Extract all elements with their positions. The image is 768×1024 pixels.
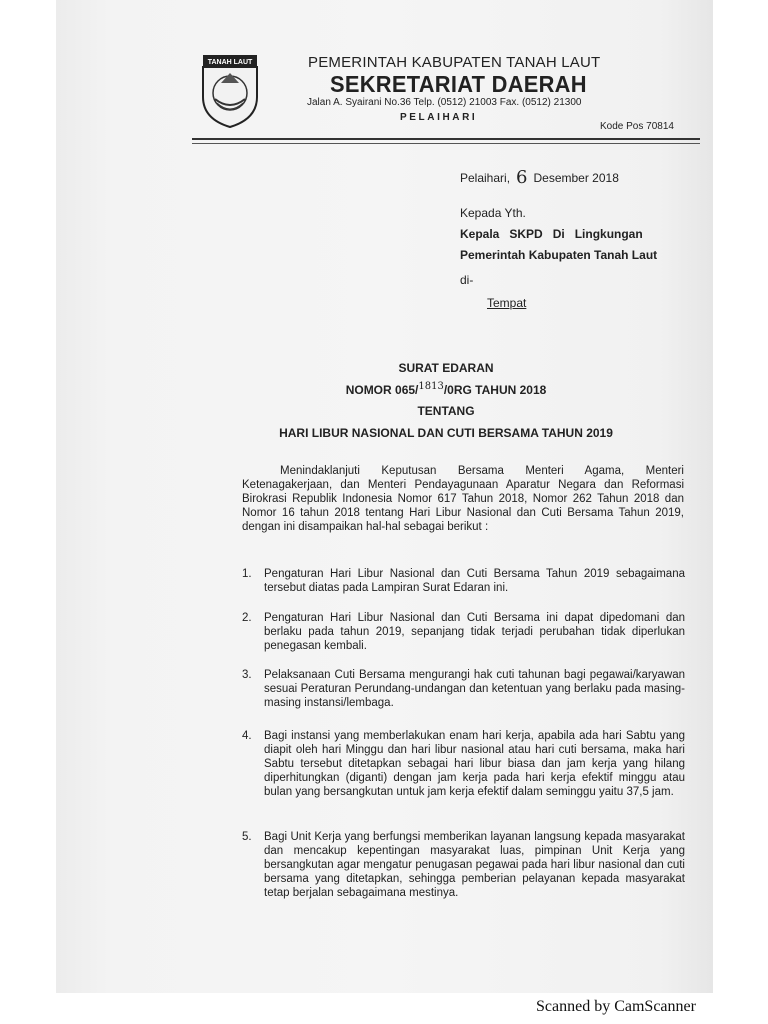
government-name: PEMERINTAH KABUPATEN TANAH LAUT	[308, 54, 601, 71]
office-address: Jalan A. Syairani No.36 Telp. (0512) 21003 Fax. (0512) 21300	[307, 97, 582, 108]
postal-code: Kode Pos 70814	[600, 121, 674, 132]
number-handwritten: 1813	[418, 381, 444, 392]
list-item-text: Pengaturan Hari Libur Nasional dan Cuti Bersama ini dapat dipedomani dan berlaku pada tahun 2019, sepanjang tidak terjadi perubahan tidak diperlukan penegasan kembali.	[264, 612, 685, 652]
recipient-greeting: Kepada Yth.	[460, 206, 526, 220]
list-item-number: 5.	[242, 831, 252, 843]
list-item-text: Bagi instansi yang memberlakukan enam hari kerja, apabila ada hari Sabtu yang diapit oleh hari Minggu dan hari libur nasional atau hari cuti bersama, maka hari Sabtu tersebut ditetapkan sebagai hari libur biasa dan jam kerja yang hilang diperhitungkan (diganti) dengan jam kerja pada hari kerja efektif minggu atau bulan yang bersangkutan untuk jam kerja efektif dalam seminggu yaitu 37,5 jam.	[264, 730, 685, 798]
list-item-text: Pelaksanaan Cuti Bersama mengurangi hak cuti tahunan bagi pegawai/karyawan sesuai Peraturan Perundang-undangan dan ketentuan yang berlaku pada masing-masing instansi/lembaga.	[264, 669, 685, 709]
date-place: Pelaihari,	[460, 171, 511, 185]
number-suffix: /0RG TAHUN 2018	[443, 383, 547, 397]
office-name: SEKRETARIAT DAERAH	[330, 71, 587, 97]
recipient-di: di-	[460, 273, 474, 287]
emblem-label: TANAH LAUT	[207, 59, 253, 66]
date-month-year: Desember 2018	[533, 171, 619, 185]
recipient-place: Tempat	[487, 296, 527, 310]
list-item-number: 1.	[242, 568, 252, 580]
intro-paragraph: Menindaklanjuti Keputusan Bersama Menteri Agama, Menteri Ketenagakerjaan, dan Menteri Pendayagunaan Aparatur Negara dan Reformasi Birokrasi Republik Indonesia Nomor 617 Tahun 2018, Nomor 262 Tahun 2018 dan Nomor 16 tahun 2018 tentang Hari Libur Nasional dan Cuti Bersama Tahun 2019, dengan ini disampaikan hal-hal sebagai berikut :	[242, 465, 684, 533]
office-city: PELAIHARI	[400, 112, 478, 123]
recipient-line-1: Kepala SKPD Di Lingkungan	[460, 227, 643, 241]
regency-emblem-icon	[199, 53, 261, 129]
document-number	[256, 383, 636, 397]
number-prefix: NOMOR 065/	[345, 383, 419, 397]
recipient-line-2: Pemerintah Kabupaten Tanah Laut	[460, 248, 658, 262]
list-item-number: 3.	[242, 669, 252, 681]
list-item-text: Pengaturan Hari Libur Nasional dan Cuti Bersama Tahun 2019 sebagaimana tersebut diatas pada Lampiran Surat Edaran ini.	[264, 568, 685, 594]
header-rule-thin	[192, 143, 700, 144]
header-rule-thick	[192, 138, 700, 140]
document-kind: SURAT EDARAN	[398, 361, 494, 375]
scanner-watermark: Scanned by CamScanner	[536, 998, 696, 1015]
list-item-number: 2.	[242, 612, 252, 624]
document-subject: HARI LIBUR NASIONAL DAN CUTI BERSAMA TAHUN 2019	[279, 426, 613, 440]
document-page	[56, 0, 713, 993]
document-tentang: TENTANG	[417, 404, 475, 418]
date-day-handwritten: 6	[516, 167, 528, 188]
letter-date	[460, 166, 619, 187]
list-item-number: 4.	[242, 730, 252, 742]
list-item-text: Bagi Unit Kerja yang berfungsi memberikan layanan langsung kepada masyarakat dan mencakup kepentingan masyarakat luas, pimpinan Unit Kerja yang bersangkutan agar mengatur penugasan pegawai pada hari libur nasional dan cuti bersama yang ditetapkan, sehingga pemberian pelayanan kepada masyarakat tetap berjalan sebagaimana mestinya.	[264, 831, 685, 899]
